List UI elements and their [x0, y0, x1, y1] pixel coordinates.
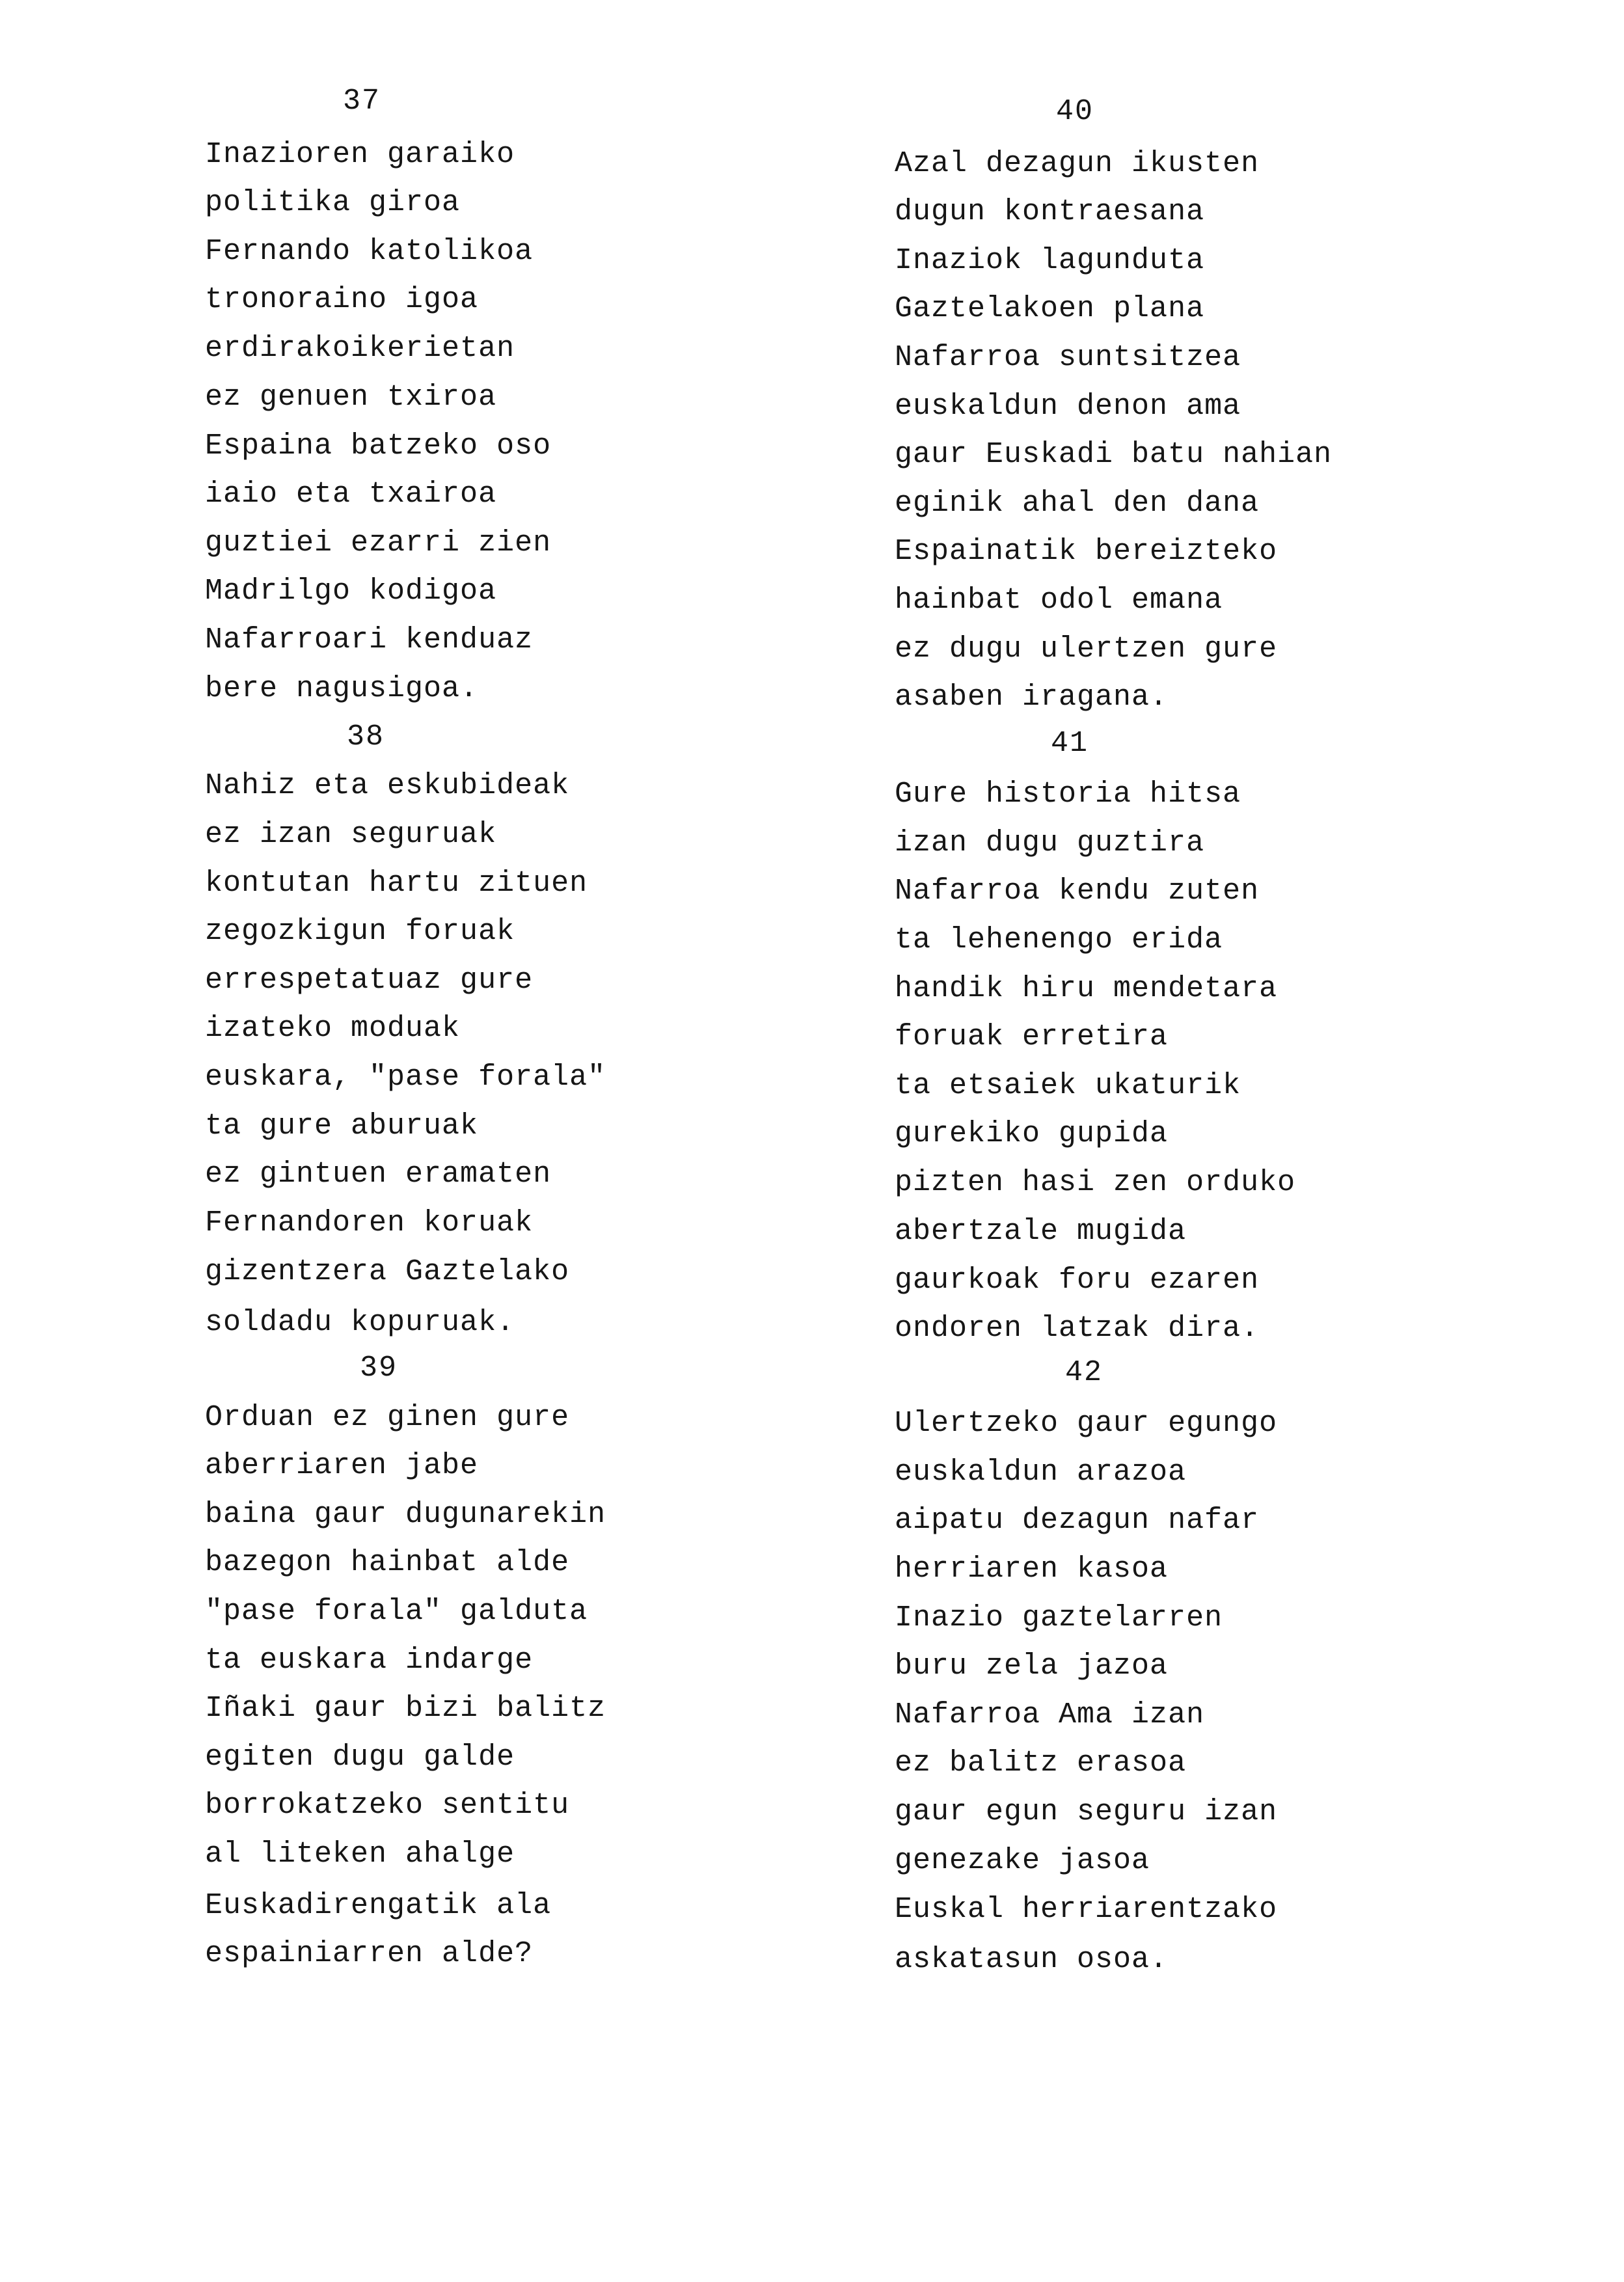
verse-line: tronoraino igoa [205, 283, 479, 316]
verse-line: soldadu kopuruak. [205, 1306, 515, 1339]
verse-line: Nafarroa Ama izan [895, 1698, 1205, 1732]
verse-line: zegozkigun foruak [205, 915, 515, 948]
verse-line: gaur Euskadi batu nahian [895, 438, 1333, 471]
verse-line: Fernandoren koruak [205, 1206, 534, 1240]
verse-line: bere nagusigoa. [205, 672, 479, 705]
verse-line: Euskadirengatik ala [205, 1889, 552, 1922]
verse-line: Iñaki gaur bizi balitz [205, 1692, 606, 1725]
stanza-number-39: 39 [360, 1352, 398, 1385]
verse-line: Azal dezagun ikusten [895, 147, 1260, 180]
verse-line: handik hiru mendetara [895, 972, 1278, 1005]
verse-line: ez izan seguruak [205, 818, 497, 851]
verse-line: gurekiko gupida [895, 1117, 1169, 1150]
verse-line: Nahiz eta eskubideak [205, 769, 570, 802]
stanza-number-40: 40 [1056, 95, 1094, 128]
verse-line: borrokatzeko sentitu [205, 1789, 570, 1822]
verse-line: Ulertzeko gaur egungo [895, 1407, 1278, 1440]
verse-line: politika giroa [205, 186, 461, 219]
verse-line: gizentzera Gaztelako [205, 1255, 570, 1288]
verse-line: asaben iragana. [895, 681, 1169, 714]
verse-line: Nafarroa kendu zuten [895, 875, 1260, 908]
verse-line: genezake jasoa [895, 1844, 1150, 1877]
verse-line: euskaldun denon ama [895, 390, 1241, 423]
verse-line: izan dugu guztira [895, 826, 1205, 860]
verse-line: baina gaur dugunarekin [205, 1498, 606, 1531]
verse-line: gaurkoak foru ezaren [895, 1264, 1260, 1297]
verse-line: euskaldun arazoa [895, 1456, 1187, 1489]
verse-line: espainiarren alde? [205, 1937, 534, 1970]
verse-line: ez gintuen eramaten [205, 1158, 552, 1191]
verse-line: abertzale mugida [895, 1215, 1187, 1248]
verse-line: ondoren latzak dira. [895, 1312, 1260, 1345]
verse-line: errespetatuaz gure [205, 964, 534, 997]
verse-line: "pase forala" galduta [205, 1595, 588, 1628]
verse-line: ez genuen txiroa [205, 381, 497, 414]
verse-line: ez balitz erasoa [895, 1746, 1187, 1780]
verse-line: aipatu dezagun nafar [895, 1504, 1260, 1537]
verse-line: buru zela jazoa [895, 1650, 1169, 1683]
verse-line: Nafarroa suntsitzea [895, 341, 1241, 374]
verse-line: egiten dugu galde [205, 1741, 515, 1774]
verse-line: Inazio gaztelarren [895, 1601, 1223, 1635]
verse-line: izateko moduak [205, 1012, 461, 1045]
verse-line: herriaren kasoa [895, 1553, 1169, 1586]
verse-line: hainbat odol emana [895, 584, 1223, 617]
verse-line: Inazioren garaiko [205, 138, 515, 171]
verse-line: Espaina batzeko oso [205, 429, 552, 463]
stanza-number-38: 38 [347, 720, 385, 754]
verse-line: Fernando katolikoa [205, 235, 534, 268]
verse-line: erdirakoikerietan [205, 332, 515, 365]
stanza-number-41: 41 [1051, 727, 1089, 760]
verse-line: ez dugu ulertzen gure [895, 632, 1278, 666]
verse-line: kontutan hartu zituen [205, 867, 588, 900]
verse-line: Euskal herriarentzako [895, 1893, 1278, 1926]
verse-line: Nafarroari kenduaz [205, 623, 534, 657]
verse-line: iaio eta txairoa [205, 478, 497, 511]
verse-line: pizten hasi zen orduko [895, 1166, 1296, 1199]
verse-line: ta gure aburuak [205, 1109, 479, 1143]
verse-line: Gaztelakoen plana [895, 292, 1205, 325]
verse-line: ta lehenengo erida [895, 923, 1223, 957]
verse-line: bazegon hainbat alde [205, 1546, 570, 1579]
verse-line: Inaziok lagunduta [895, 244, 1205, 277]
verse-line: dugun kontraesana [895, 195, 1205, 228]
verse-line: ta euskara indarge [205, 1644, 534, 1677]
stanza-number-42: 42 [1065, 1356, 1103, 1389]
verse-line: al liteken ahalge [205, 1838, 515, 1871]
verse-line: Espainatik bereizteko [895, 535, 1278, 568]
verse-line: guztiei ezarri zien [205, 526, 552, 560]
stanza-number-37: 37 [343, 85, 381, 118]
verse-line: ta etsaiek ukaturik [895, 1069, 1241, 1102]
verse-line: gaur egun seguru izan [895, 1795, 1278, 1828]
verse-line: Orduan ez ginen gure [205, 1401, 570, 1434]
verse-line: foruak erretira [895, 1020, 1169, 1053]
verse-line: askatasun osoa. [895, 1943, 1169, 1976]
verse-line: eginik ahal den dana [895, 487, 1260, 520]
verse-line: euskara, "pase forala" [205, 1061, 606, 1094]
verse-line: aberriaren jabe [205, 1449, 479, 1482]
verse-line: Gure historia hitsa [895, 778, 1241, 811]
verse-line: Madrilgo kodigoa [205, 575, 497, 608]
